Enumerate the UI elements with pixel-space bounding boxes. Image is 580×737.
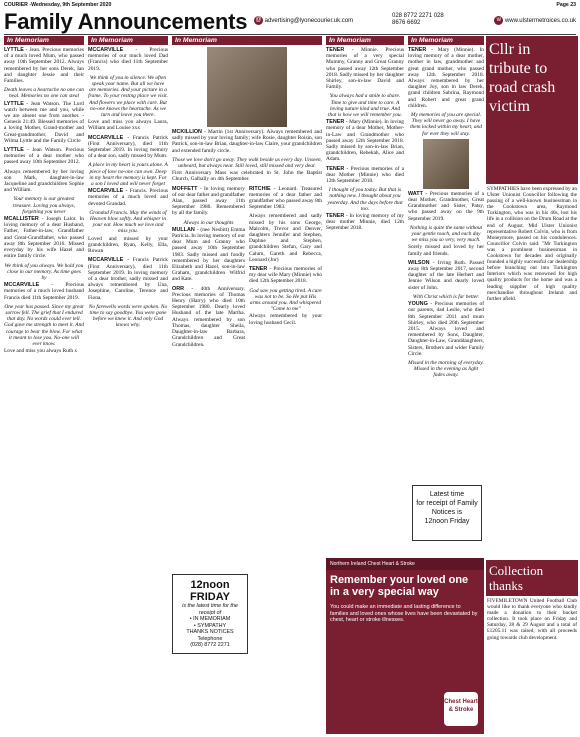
verse: Grandad Francis. May the winds of Heaven blow softly. And whisper in your ear. How much we love and miss you.	[89, 209, 167, 235]
verse: You always had a smile to share. Time to give and time to care. A loving nature kind and true. And that is how we will remember you.	[328, 93, 402, 119]
verse: Nothing is quite the same without your gentle touch, and each day we miss you so very, very much.	[409, 224, 483, 244]
verse: A place in my heart is yours alone. A piece of love no-one can own. Deep in my heart the memory is kept. For a son I loved and will never forget	[88, 162, 168, 188]
notice: MCCARVILLE - Francis Patrick (First Anniversary), died 11th September 2019. In loving memory of a dear son, sadly missed by Mum.	[88, 134, 168, 160]
column-2	[88, 36, 168, 736]
column-3	[172, 36, 322, 566]
notice: Always remembered by your loving husband Cecil.	[249, 313, 322, 326]
deadline-box: 12noon FRIDAY is the latest time for the receipt of • IN MEMORIAM • SYMPATHY THANKS NOTICES Telephone (028) 8772 2271	[172, 574, 248, 654]
news-body: SYMPATHIES have been expressed by an Ulster Unionist Councillor following the passing of a well-known businessman in the Cookstown area, Raymond Turkington, who was in his 40s, lost his life in a collision on the Drum Road at the end of August. Mid Ulster Unionist representative Robert Colvin, who is from Moneymore, passed on his condolences. Councillor Colvin said: "Mr Turkington was a prominent businessman in Cookstown for decades and originally founded a highly successful car dealership before branching out into Turkington Interiors which was renowned for high quality products for the home and was a leading supplier of high quality merchandise throughout Ireland and further afield.	[487, 186, 577, 302]
notice: Love and miss you always Laura, William and Louise xxx	[88, 119, 168, 132]
latest-time-box: Latest time for receipt of Family Notices is 12noon Friday	[412, 485, 482, 541]
notice: Always remembered and sadly missed by his sons George, Malcolm, Trevor and Denver, daughters Jennifer and Stephen, Daphne and Stephen, grandchildren Stefan, Gary and Calum, Gareth and Rebecca, Leonard (Jnr)	[249, 213, 322, 263]
charity-advert[interactable]: Northern Ireland Chest Heart & Stroke Remember your loved one in a very special way You could make an immediate and lasting difference to families and loved ones whose lives have been devastated by chest, heart or stroke illnesses. Chest Heart & Stroke	[326, 558, 484, 734]
notice: MCKILLION - Martin (1st Anniversary). Always remembered and sadly missed by your loving family; wife Rosie, daughter Roisin, son Patrick, son-in-law Brian, daughter-in-law Claire, your grandchildren and extended family circle.	[172, 129, 322, 154]
notice: MCALLISTER - Joseph Lalor. In loving memory of a dear Husband, Father, Father-in-law, Grandfather and Great-Grandfather, who passed away 8th September 2016. Missed everyday by his wife Hazel and entire family circle.	[4, 216, 84, 260]
verse: One year has passed. Since my great sorrow fell. The grief that I endured that day. No words could ever tell. God gave me strength to meet it. And courage to bear the blow. For what it meant to lose you. No-one will ever know.	[4, 303, 84, 347]
notice: TENER - Precious memories of my dear wife Mary (Minnie) who died 12th September 2018.	[249, 266, 322, 285]
notice: MCCARVILLE - Precious memories of a much loved husband Francis died 11th September 2019.	[4, 282, 84, 301]
page-title: Family Announcements	[4, 9, 248, 34]
notice: TENER - Mary (Minnie). In loving memory of a dear Mother, Mother-in-Law and Grandmother who passed away 12th September 2018. Sadly missed by son-in-law Brian, grandchildren, Rebekah, Alice and Adam.	[326, 119, 404, 163]
notice: MOFFETT - In loving memory of our dear father and grandfather Alan, passed away 11th September 1986. Remembered by all the family.	[172, 185, 245, 217]
notice: TENER - Mary (Minnie). In loving memory of a dear mother, mother in law, grandmother and great grand mother, who passed away 12th September 2018. Always remembered by her daughter Joy, son in law Derek, grand children Sabrina, Raymond and Robert and great grand children.	[408, 47, 484, 109]
notice: YOUNG - Precious memories of our parents, dad Leslie, who died 8th September 2011 and mum Shirley, who died 26th September 2015. Always loved and remembered by Sons, Daughter, Daughter-in-Law, Granddaughters, Sisters, Brothers and wider Family Circle.	[408, 301, 484, 357]
verse: We think of you always. We hold you close in our memory. As time goes by	[4, 262, 84, 281]
verse: Those we love don't go away. They walk beside us every day. Unseen, unheard, but always near. Still loved, still missed and very dear.	[172, 156, 322, 170]
verse: Death leaves a heartache no one can heal. Memories no one can steal	[4, 87, 84, 100]
email-contact[interactable]: @ advertising@lyonecourier.uk.com	[255, 17, 354, 25]
verse: My memories of you are special. They will never go away. I have them locked within my heart, and for ever they will stay.	[410, 112, 482, 137]
charity-logo: Chest Heart & Stroke	[444, 692, 478, 726]
notice: Sorely missed and loved by her family and friends.	[408, 244, 484, 257]
news-column-2	[486, 560, 578, 643]
notice: ORR - 40th Anniversary. Precious memories of Thomas Henry (Harry) who died 10th September 1980. Dearly loved Husband of the late Martha. Always remembered by son Thomas, daughter Sheila, Daughter-in-law Barbara, Grandchildren and Great Grandchildren.	[172, 285, 245, 348]
notice: MCCARVILLE - Precious memories of our much loved Dad (Francis) who died 11th September 2019.	[88, 47, 168, 72]
verse: Always in our thoughts	[183, 219, 234, 226]
page-number: Page 23	[556, 2, 576, 8]
phone-contact[interactable]: 028 8772 2271 028 8676 6692	[392, 13, 444, 26]
notice: Always remembered by her loving son Mark, daughter-in-law Jacqueline and grandchildren Sophie and William.	[4, 168, 84, 194]
section-band: In Memoriam	[88, 36, 168, 45]
verse: No farewells words were spoken. No time to say goodbye. You were gone before we knew it. And only God knows why.	[88, 303, 168, 329]
page-header	[4, 10, 576, 35]
verse: With Christ which is far better.	[412, 293, 480, 300]
notice: TENER - In loving memory of my dear mother Minnie, died 12th September 2018.	[326, 213, 404, 232]
notice: MULLAN - (nee Nesbitt) Emma Patricia. In loving memory of our dear Mum and Granny who passed away 10th September 1983. Sadly missed and fondly remembered by her daughters Elizabeth and Hazel, son-in-law Graham, grandchildren Wilfrid and Kate.	[172, 226, 245, 283]
notice: Loved and missed by your grandchildren, Ryan, Kelly, Ella, Rowan	[88, 235, 168, 255]
verse: Missed in the morning of everyday. Missed in the evening as light fades away.	[408, 359, 484, 379]
notice: WILSON - Irving Ruth. Passed away 8th September 2017, second daughter of the late Herbert and Jennie Wilson and dearly loved sister of John.	[408, 259, 484, 291]
verse: Your memory is our greatest treasure. Loving you always, forgetting you never	[12, 196, 76, 215]
notice: LYTTLE - Jean. Precious memories of a much loved Mum, who passed away 10th September 2012. Always remembered by her sons Derek, Ian and daughter Jessie and their Families.	[4, 47, 84, 85]
verse: We think of you in silence. We often speak your name. But all we have are memories. And your picture in a frame. To your resting place we visit. And flowers we place with care. But no-one knows the heartache. As we turn and leave you there.	[88, 74, 168, 119]
notice: MCCARVILLE - Francis Patrick (First Anniversary), died 11th September 2019. In loving memory of a dear brother, sadly missed and always remembered by Una, Josephine, Caroline, Terence and Fiona.	[88, 257, 168, 301]
memorial-photo	[207, 47, 287, 127]
column-1	[4, 36, 84, 736]
memorial-photo	[423, 139, 469, 189]
news-column	[486, 36, 578, 304]
globe-icon: w	[494, 16, 503, 25]
news-headline-2: Collection thanks	[486, 560, 578, 596]
notice: WATT - Precious memories of a dear Mother, Grandmother, Great Grandmother and Sister, Patsy, who passed away on the 9th September 2019.	[408, 190, 484, 222]
notice: RITCHIE - Leonard. Treasured memories of a dear father and grandfather who passed away 8th September 1983.	[249, 185, 322, 211]
email-icon: @	[255, 17, 262, 23]
column-5	[408, 36, 484, 516]
publication-date: COURIER -Wednesday, 9th September 2020	[4, 2, 112, 8]
notice: LYTTLE - Jean Watson. The Lord watch between me and you, while we are absent one from another. - Genesis 21:49. Blessed memories of a loving Mother, Grand-mother and Great-grandmother, David and Wilma Lyttle and the Family Circle	[4, 100, 84, 144]
news-body-2: FIVEMILETOWN United Football Club would like to thank everyone who kindly made a donation to their bucket collection. It took place on Friday and Saturday, 28 & 29 August and a total of £1205.11 was raised, with all proceeds going towards club development.	[487, 598, 577, 641]
section-band: In Memoriam	[326, 36, 404, 45]
news-headline: Cllr in tribute to road crash victim	[486, 36, 578, 184]
verse: God saw you getting tired. A cure was not to be. So He put His arms around you. And whispered "Come to me"	[249, 287, 322, 313]
notice: MCCARVILLE - Francis. Precious memories of a much loved and devoted Grandad.	[88, 188, 168, 207]
section-band: In Memoriam	[172, 36, 322, 45]
website-link[interactable]: w www.ulstermetroices.co.uk	[494, 16, 576, 25]
notice: TENER - Minnie. Precious memories of a very special Mummy, Granny and Great Granny who passed away 12th September 2018. Sadly missed by her daughter Shirley, son-in-law David and Family.	[326, 47, 404, 91]
notice: TENER - Precious memories of a dear Mother (Minnie) who died 12th September 2018.	[326, 165, 404, 185]
notice: LYTTLE - Jean Watson. Precious memories of a dear mother who passed away 10th September 2012.	[4, 147, 84, 166]
verse: I thought of you today. But that is nothing new. I thought about you yesterday. And the days before that too.	[327, 187, 403, 212]
notice: First Anniversary Mass was celebrated in St. John the Baptist Church, Galbally on 4th September.	[172, 170, 322, 183]
section-band: In Memoriam	[4, 36, 84, 45]
section-band: In Memoriam	[408, 36, 484, 45]
notice: Love and miss you always Ruth x	[4, 348, 78, 355]
